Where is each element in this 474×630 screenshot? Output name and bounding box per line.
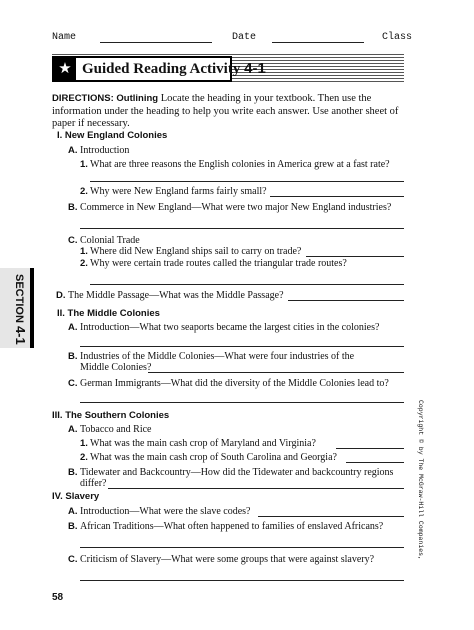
section-heading-3: III. The Southern Colonies [52, 410, 170, 421]
item-number: 2. [80, 452, 88, 463]
answer-line[interactable] [346, 462, 404, 463]
title-banner [52, 54, 404, 84]
question-text-cont: Middle Colonies? [80, 362, 152, 373]
question-text: Industries of the Middle Colonies—What were four industries of the [80, 351, 355, 362]
item-number: 1. [80, 246, 88, 257]
question-text: What was the main cash crop of South Carolina and Georgia? [90, 452, 337, 463]
item-letter: A. [68, 145, 78, 156]
answer-line[interactable] [80, 547, 404, 548]
copyright-notice: Copyright © by The McGraw-Hill Companies, [417, 400, 424, 560]
section-tab-label: SECTION 4-1 [13, 274, 28, 345]
question-text: Where did New England ships sail to carry on trade? [90, 246, 302, 257]
question-text: Criticism of Slavery—What were some groups that were against slavery? [80, 554, 375, 565]
answer-line[interactable] [80, 346, 404, 347]
item-letter: B. [68, 202, 78, 213]
name-label: Name [52, 32, 77, 43]
question-text: Tidewater and Backcountry—How did the Tidewater and backcountry regions [80, 467, 394, 478]
question-text: What was the main cash crop of Maryland and Virginia? [90, 438, 316, 449]
answer-line[interactable] [80, 228, 404, 229]
item-letter: A. [68, 506, 78, 517]
question-text: Introduction—What two seaports became the largest cities in the colonies? [80, 322, 380, 333]
item-letter: A. [68, 424, 78, 435]
answer-line[interactable] [258, 516, 404, 517]
page-title: Guided Reading Activity 4-1 [82, 60, 266, 77]
item-number: 2. [80, 258, 88, 269]
item-letter: D. [56, 290, 66, 301]
item-text: Tobacco and Rice [80, 424, 152, 435]
answer-line[interactable] [270, 196, 404, 197]
page-number: 58 [52, 592, 64, 603]
question-text: African Traditions—What often happened to families of enslaved Africans? [80, 521, 384, 532]
item-letter: B. [68, 467, 78, 478]
item-letter: C. [68, 554, 78, 565]
name-field[interactable] [100, 42, 212, 43]
item-number: 1. [80, 159, 88, 170]
section-heading-4: IV. Slavery [52, 491, 100, 502]
item-letter: C. [68, 235, 78, 246]
item-text: Colonial Trade [80, 235, 140, 246]
item-letter: A. [68, 322, 78, 333]
date-label: Date [232, 32, 257, 43]
star-icon: ★ [54, 58, 76, 80]
title-box [52, 56, 266, 82]
section-heading-2: II. The Middle Colonies [57, 308, 160, 319]
question-text: Introduction—What were the slave codes? [80, 506, 251, 517]
question-text: Why were New England farms fairly small? [90, 186, 267, 197]
answer-line[interactable] [80, 402, 404, 403]
question-text: German Immigrants—What did the diversity of the Middle Colonies lead to? [80, 378, 389, 389]
item-letter: B. [68, 351, 78, 362]
answer-line[interactable] [90, 181, 404, 182]
section-tab [0, 268, 34, 348]
answer-line[interactable] [108, 488, 404, 489]
answer-line[interactable] [90, 284, 404, 285]
item-letter: B. [68, 521, 78, 532]
directions: DIRECTIONS: Outlining Locate the heading in your textbook. Then use the information under the heading to help you write each answer. Use another sheet of paper if necessary. [52, 93, 399, 129]
question-text-cont: differ? [80, 478, 107, 489]
item-number: 2. [80, 186, 88, 197]
question-text: Commerce in New England—What were two major New England industries? [80, 202, 392, 213]
answer-line[interactable] [148, 372, 404, 373]
question-text: The Middle Passage—What was the Middle Passage? [68, 290, 284, 301]
question-text: What are three reasons the English colonies in America grew at a fast rate? [90, 159, 390, 170]
item-number: 1. [80, 438, 88, 449]
answer-line[interactable] [306, 256, 404, 257]
date-field[interactable] [272, 42, 364, 43]
item-letter: C. [68, 378, 78, 389]
section-heading-1: I. New England Colonies [57, 130, 168, 141]
answer-line[interactable] [80, 580, 404, 581]
answer-line[interactable] [336, 448, 404, 449]
question-text: Why were certain trade routes called the triangular trade routes? [90, 258, 347, 269]
answer-line[interactable] [288, 300, 404, 301]
class-label: Class [382, 32, 413, 43]
item-text: Introduction [80, 145, 130, 156]
